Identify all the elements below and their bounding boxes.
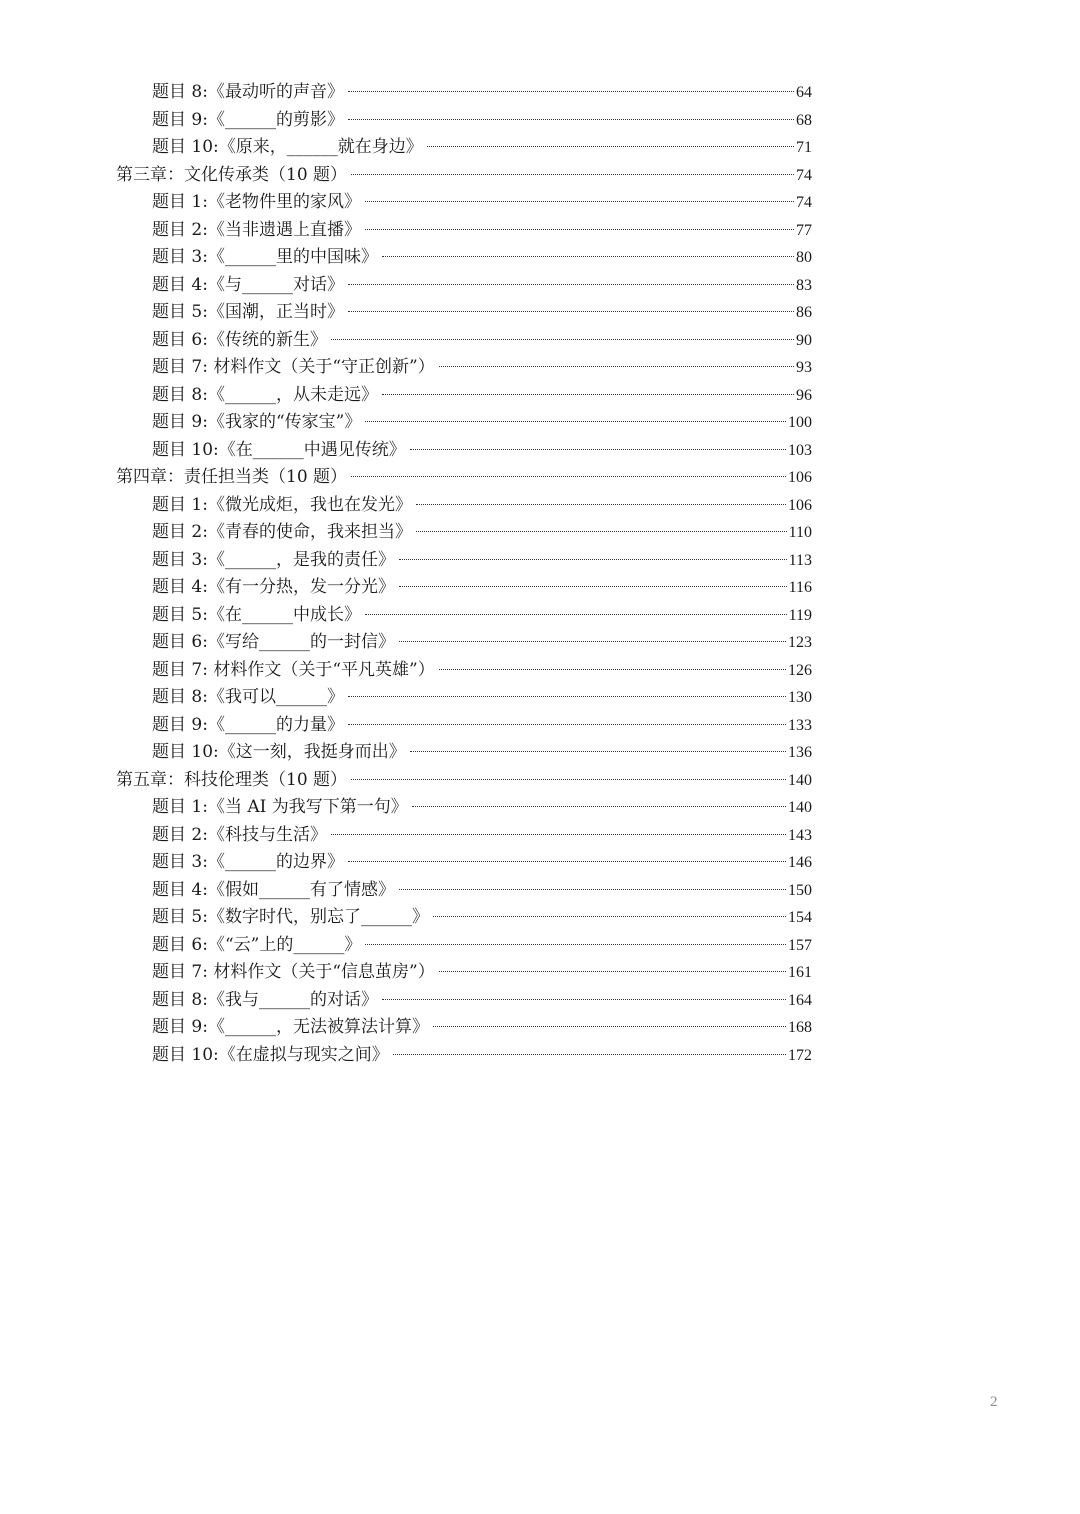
toc-entry-page: 133 <box>788 716 812 734</box>
toc-entry-page: 154 <box>788 909 812 926</box>
toc-topic-entry[interactable] <box>116 492 812 520</box>
toc-dot-leader <box>331 339 794 340</box>
toc-dot-leader <box>348 284 794 285</box>
toc-entry-page: 86 <box>796 304 812 321</box>
toc-topic-entry[interactable] <box>116 849 812 877</box>
toc-dot-leader <box>433 916 786 917</box>
toc-topic-entry[interactable] <box>116 794 812 822</box>
toc-entry-title: 题目 4:《与______对话》 <box>152 274 344 295</box>
toc-topic-entry[interactable] <box>116 739 812 767</box>
toc-entry-title: 题目 6:《传统的新生》 <box>152 329 327 350</box>
toc-entry-title: 题目 10:《这一刻，我挺身而出》 <box>152 742 406 762</box>
toc-entry-page: 123 <box>788 634 812 651</box>
toc-entry-title: 题目 5:《国潮，正当时》 <box>152 302 344 322</box>
toc-entry-title: 题目 2:《青春的使命，我来担当》 <box>152 522 412 542</box>
toc-topic-entry[interactable] <box>116 409 812 437</box>
toc-entry-title: 题目 10:《在______中遇见传统》 <box>152 439 406 460</box>
toc-dot-leader <box>382 394 794 395</box>
toc-topic-entry[interactable] <box>116 134 812 162</box>
toc-entry-page: 126 <box>788 661 812 679</box>
toc-entry-title: 题目 7: 材料作文（关于“守正创新”） <box>152 357 435 377</box>
toc-entry-title: 题目 2:《科技与生活》 <box>152 824 327 845</box>
toc-topic-entry[interactable] <box>116 684 812 712</box>
toc-dot-leader <box>382 256 794 257</box>
toc-entry-page: 64 <box>796 84 812 101</box>
toc-entry-page: 68 <box>796 111 812 129</box>
toc-entry-title: 题目 5:《数字时代，别忘了______》 <box>152 907 429 927</box>
toc-dot-leader <box>399 586 787 587</box>
toc-dot-leader <box>331 834 786 835</box>
toc-dot-leader <box>439 366 794 367</box>
toc-topic-entry[interactable] <box>116 574 812 602</box>
toc-chapter-entry[interactable] <box>116 162 812 190</box>
toc-dot-leader <box>351 476 786 477</box>
toc-topic-entry[interactable] <box>116 547 812 575</box>
toc-topic-entry[interactable] <box>116 189 812 217</box>
toc-dot-leader <box>410 449 786 450</box>
toc-entry-page: 150 <box>788 881 812 899</box>
toc-dot-leader <box>439 669 786 670</box>
toc-entry-page: 103 <box>788 441 812 459</box>
toc-dot-leader <box>393 1054 786 1055</box>
toc-entry-page: 110 <box>788 524 812 541</box>
toc-entry-title: 题目 1:《老物件里的家风》 <box>152 192 361 212</box>
toc-dot-leader <box>416 504 786 505</box>
toc-entry-title: 题目 8:《我可以______》 <box>152 687 344 707</box>
toc-entry-title: 题目 1:《当 AI 为我写下第一句》 <box>152 797 408 817</box>
toc-dot-leader <box>410 751 786 752</box>
toc-dot-leader <box>365 944 786 945</box>
toc-entry-title: 题目 6:《“云”上的______》 <box>152 934 362 955</box>
toc-topic-entry[interactable] <box>116 822 812 850</box>
toc-entry-page: 90 <box>796 331 812 349</box>
toc-entry-title: 题目 1:《微光成炬，我也在发光》 <box>152 494 412 515</box>
toc-entry-page: 96 <box>796 386 812 404</box>
toc-entry-title: 第三章：文化传承类（10 题） <box>116 164 348 185</box>
toc-entry-page: 161 <box>788 964 812 981</box>
toc-entry-title: 题目 5:《在______中成长》 <box>152 604 361 625</box>
toc-entry-page: 100 <box>788 414 812 431</box>
toc-topic-entry[interactable] <box>116 299 812 327</box>
toc-dot-leader <box>365 421 786 422</box>
toc-entry-page: 172 <box>788 1046 812 1064</box>
toc-topic-entry[interactable] <box>116 272 812 300</box>
toc-entry-page: 71 <box>796 139 812 156</box>
toc-dot-leader <box>399 889 786 890</box>
toc-entry-page: 106 <box>788 469 812 486</box>
toc-dot-leader <box>351 174 794 175</box>
toc-dot-leader <box>399 559 787 560</box>
toc-entry-title: 题目 9:《______，无法被算法计算》 <box>152 1017 429 1037</box>
toc-entry-title: 题目 3:《______的边界》 <box>152 852 344 872</box>
toc-dot-leader <box>416 531 787 532</box>
toc-entry-page: 136 <box>788 744 812 761</box>
toc-dot-leader <box>382 999 786 1000</box>
toc-entry-page: 77 <box>796 221 812 239</box>
toc-dot-leader <box>412 806 786 807</box>
toc-topic-entry[interactable] <box>116 629 812 657</box>
toc-entry-title: 题目 9:《______的力量》 <box>152 714 344 735</box>
toc-topic-entry[interactable] <box>116 244 812 272</box>
toc-topic-entry[interactable] <box>116 519 812 547</box>
toc-dot-leader <box>439 971 786 972</box>
toc-topic-entry[interactable] <box>116 657 812 685</box>
toc-dot-leader <box>399 641 786 642</box>
toc-entry-title: 题目 9:《______的剪影》 <box>152 109 344 130</box>
toc-entry-title: 题目 8:《______，从未走远》 <box>152 384 378 405</box>
toc-entry-title: 题目 2:《当非遗遇上直播》 <box>152 219 361 240</box>
toc-entry-page: 143 <box>788 826 812 844</box>
toc-topic-entry[interactable] <box>116 959 812 987</box>
toc-entry-title: 题目 9:《我家的“传家宝”》 <box>152 412 362 432</box>
toc-chapter-entry[interactable] <box>116 767 812 795</box>
toc-dot-leader <box>348 119 794 120</box>
toc-entry-title: 题目 10:《原来，______就在身边》 <box>152 137 423 157</box>
toc-topic-entry[interactable] <box>116 382 812 410</box>
toc-dot-leader <box>365 614 787 615</box>
toc-topic-entry[interactable] <box>116 327 812 355</box>
toc-topic-entry[interactable] <box>116 987 812 1015</box>
toc-entry-title: 题目 8:《我与______的对话》 <box>152 989 378 1010</box>
toc-topic-entry[interactable] <box>116 1014 812 1042</box>
toc-entry-page: 83 <box>796 276 812 294</box>
page-number: 2 <box>990 1394 998 1410</box>
toc-topic-entry[interactable] <box>116 602 812 630</box>
toc-topic-entry[interactable] <box>116 1042 812 1070</box>
toc-entry-page: 80 <box>796 249 812 266</box>
toc-dot-leader <box>348 91 794 92</box>
toc-dot-leader <box>433 1026 786 1027</box>
toc-dot-leader <box>351 779 786 780</box>
toc-entry-page: 74 <box>796 166 812 184</box>
toc-topic-entry[interactable] <box>116 877 812 905</box>
toc-entry-title: 题目 10:《在虚拟与现实之间》 <box>152 1044 389 1065</box>
toc-entry-page: 168 <box>788 1019 812 1036</box>
toc-entry-page: 113 <box>788 551 812 569</box>
toc-entry-page: 116 <box>788 579 812 596</box>
toc-dot-leader <box>365 201 794 202</box>
toc-topic-entry[interactable] <box>116 107 812 135</box>
toc-entry-page: 146 <box>788 854 812 871</box>
toc-dot-leader <box>348 724 786 725</box>
toc-topic-entry[interactable] <box>116 712 812 740</box>
toc-entry-title: 题目 7: 材料作文（关于“信息茧房”） <box>152 962 435 982</box>
toc-entry-page: 157 <box>788 936 812 954</box>
toc-entry-title: 题目 7: 材料作文（关于“平凡英雄”） <box>152 659 435 680</box>
toc-dot-leader <box>348 311 794 312</box>
toc-topic-entry[interactable] <box>116 354 812 382</box>
toc-dot-leader <box>365 229 794 230</box>
toc-topic-entry[interactable] <box>116 437 812 465</box>
toc-entry-page: 106 <box>788 496 812 514</box>
toc-topic-entry[interactable] <box>116 217 812 245</box>
toc-dot-leader <box>427 146 794 147</box>
toc-entry-page: 119 <box>788 606 812 624</box>
toc-entry-title: 题目 3:《______，是我的责任》 <box>152 549 395 570</box>
toc-topic-entry[interactable] <box>116 932 812 960</box>
toc-entry-page: 140 <box>788 771 812 789</box>
toc-chapter-entry[interactable] <box>116 464 812 492</box>
toc-entry-page: 164 <box>788 991 812 1009</box>
table-of-contents <box>116 79 812 1069</box>
toc-dot-leader <box>348 861 786 862</box>
toc-entry-title: 题目 8:《最动听的声音》 <box>152 82 344 102</box>
toc-entry-title: 第五章：科技伦理类（10 题） <box>116 769 348 790</box>
toc-entry-page: 74 <box>796 194 812 211</box>
toc-dot-leader <box>348 696 786 697</box>
toc-entry-title: 第四章：责任担当类（10 题） <box>116 467 348 487</box>
toc-entry-title: 题目 6:《写给______的一封信》 <box>152 632 395 652</box>
toc-entry-title: 题目 3:《______里的中国味》 <box>152 247 378 267</box>
toc-topic-entry[interactable] <box>116 79 812 107</box>
toc-entry-page: 93 <box>796 359 812 376</box>
toc-topic-entry[interactable] <box>116 904 812 932</box>
toc-entry-title: 题目 4:《假如______有了情感》 <box>152 879 395 900</box>
toc-entry-page: 130 <box>788 689 812 706</box>
toc-entry-title: 题目 4:《有一分热，发一分光》 <box>152 577 395 597</box>
toc-entry-page: 140 <box>788 799 812 816</box>
